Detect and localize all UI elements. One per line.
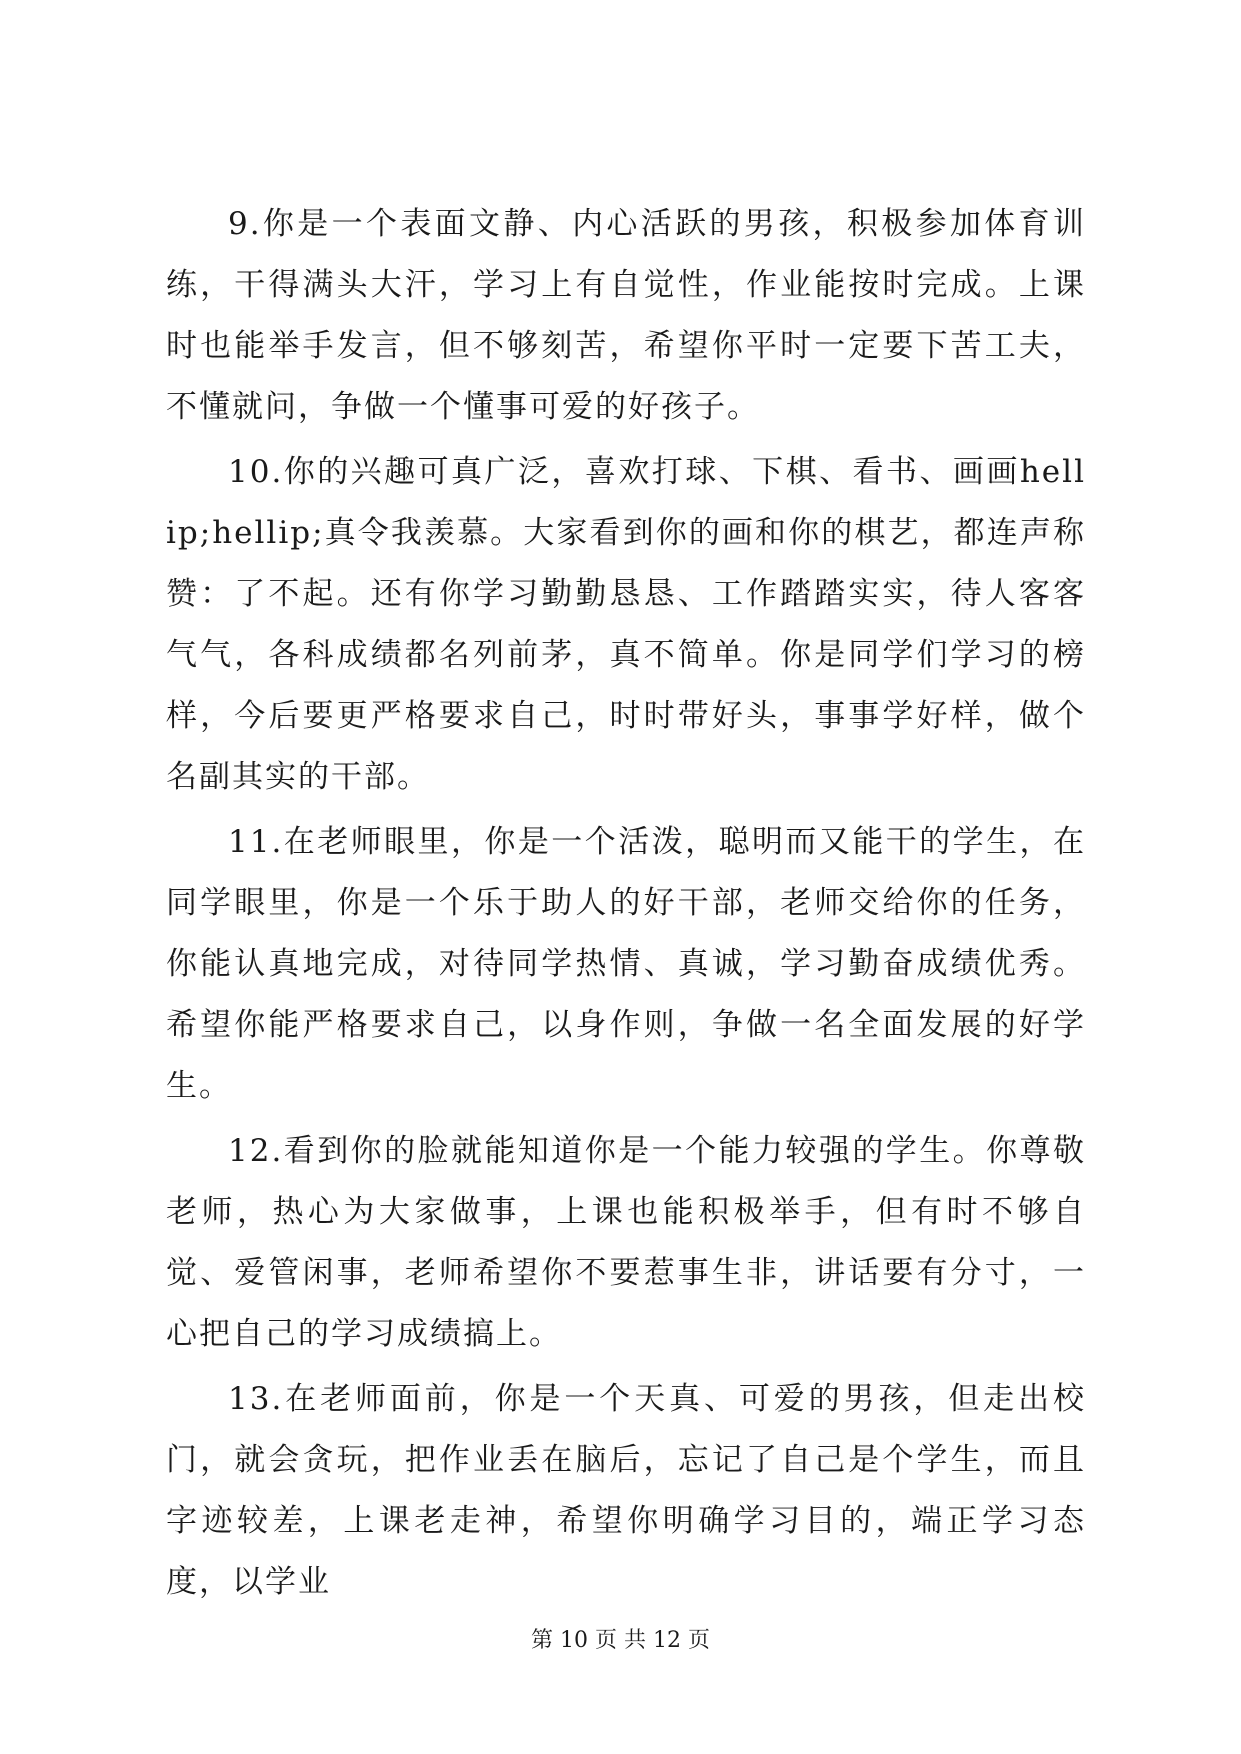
paragraph-9: 9.你是一个表面文静、内心活跃的男孩，积极参加体育训练，干得满头大汗，学习上有自觉性，作业能按时完成。上课时也能举手发言，但不够刻苦，希望你平时一定要下苦工夫，不懂就问，争做一个懂事可爱的好孩子。 xyxy=(166,206,1086,425)
paragraph-13: 13.在老师面前，你是一个天真、可爱的男孩，但走出校门，就会贪玩，把作业丢在脑后，忘记了自己是个学生，而且字迹较差，上课老走神，希望你明确学习目的，端正学习态度，以学业 xyxy=(166,1381,1086,1600)
paragraph-11: 11.在老师眼里，你是一个活泼，聪明而又能干的学生，在同学眼里，你是一个乐于助人的好干部，老师交给你的任务，你能认真地完成，对待同学热情、真诚，学习勤奋成绩优秀。希望你能严格要求自己，以身作则，争做一名全面发展的好学生。 xyxy=(166,824,1086,1104)
page-number-footer: 第 10 页 共 12 页 xyxy=(531,1628,710,1653)
paragraph-12: 12.看到你的脸就能知道你是一个能力较强的学生。你尊敬老师，热心为大家做事，上课也能积极举手，但有时不够自觉、爱管闲事，老师希望你不要惹事生非，讲话要有分寸，一心把自己的学习成绩搞上。 xyxy=(166,1133,1086,1352)
document-body xyxy=(166,194,1086,1617)
paragraph-10: 10.你的兴趣可真广泛，喜欢打球、下棋、看书、画画hellip;hellip;真令我羡慕。大家看到你的画和你的棋艺，都连声称赞：了不起。还有你学习勤勤恳恳、工作踏踏实实，待人客客气气，各科成绩都名列前茅，真不简单。你是同学们学习的榜样，今后要更严格要求自己，时时带好头，事事学好样，做个名副其实的干部。 xyxy=(166,454,1086,795)
